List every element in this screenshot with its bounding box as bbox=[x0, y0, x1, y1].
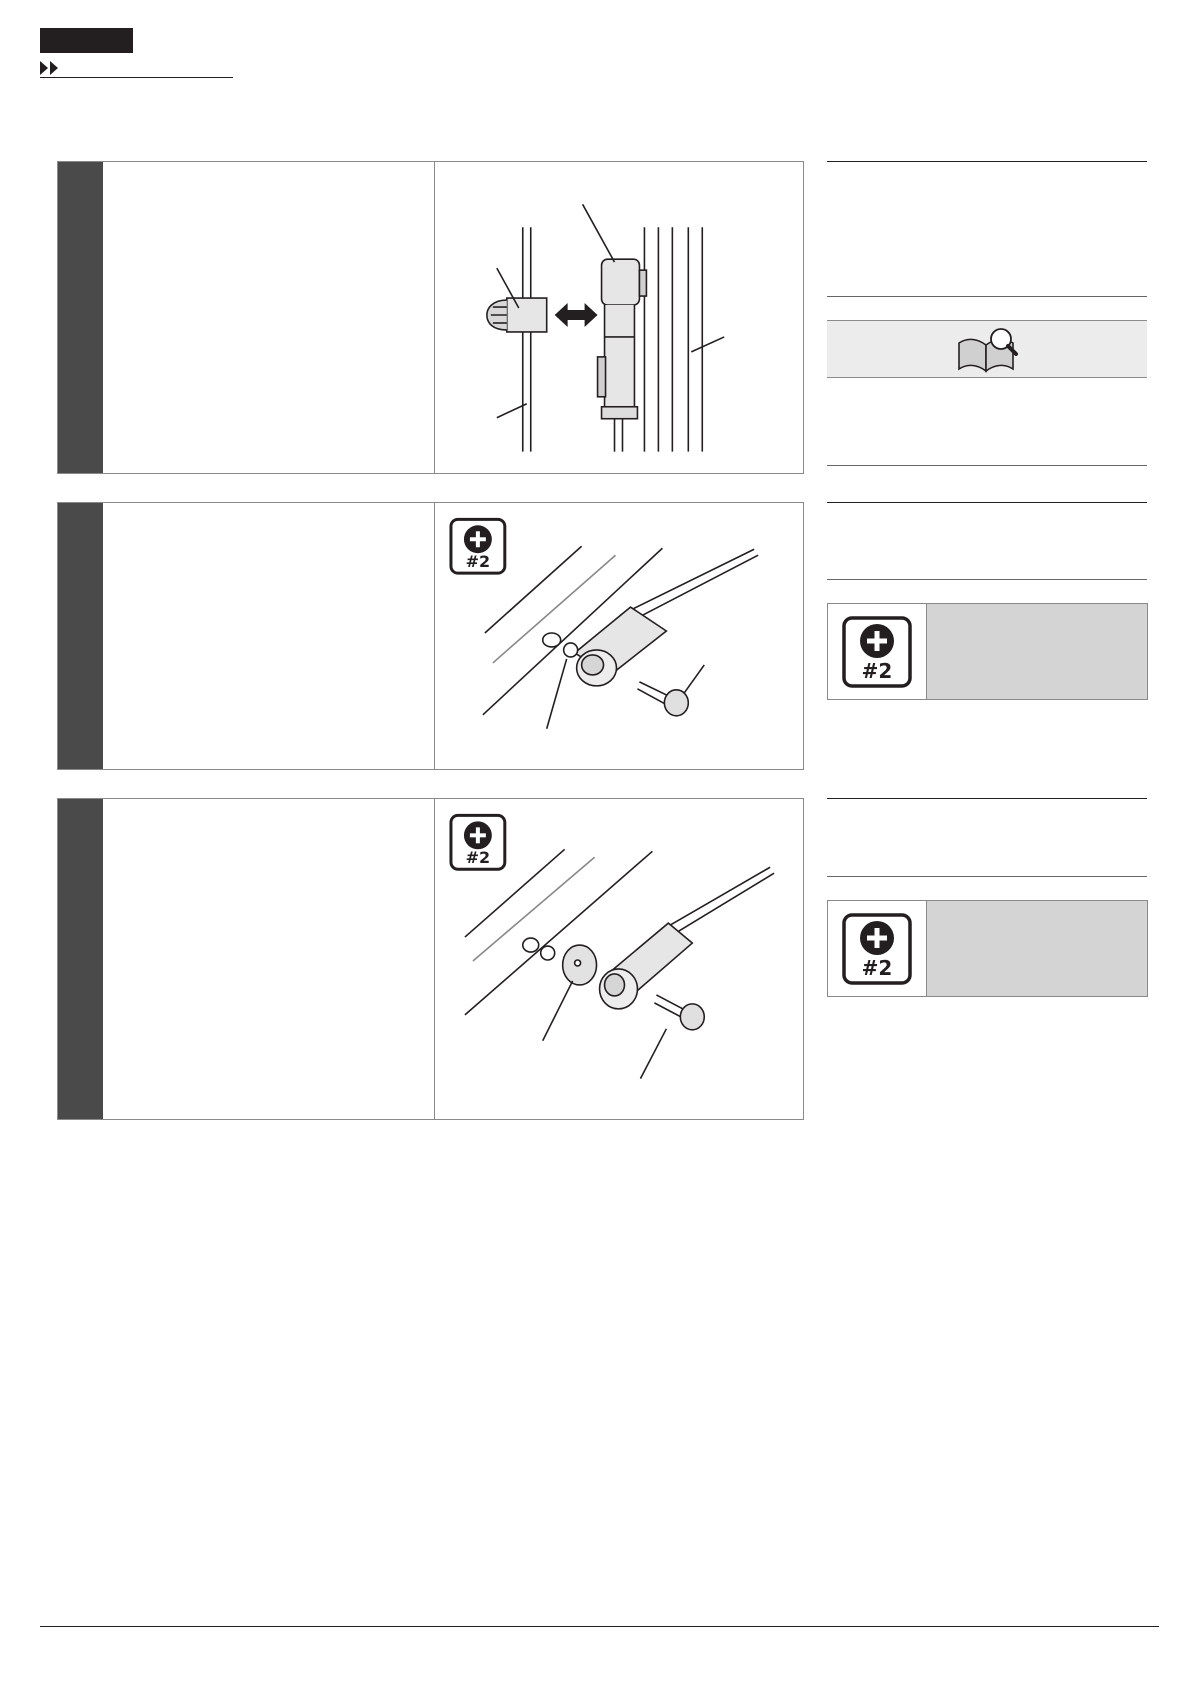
step-panel-1 bbox=[57, 161, 804, 474]
notes-rule bbox=[827, 502, 1147, 503]
sensor-mount-illustration bbox=[483, 546, 758, 729]
open-book-magnifier-icon bbox=[954, 325, 1022, 375]
phillips-screwdriver-icon bbox=[842, 913, 912, 985]
step-illustration bbox=[435, 503, 803, 769]
double-triangle-right-icon bbox=[38, 59, 68, 77]
tool-note-box bbox=[827, 603, 1148, 700]
tool-note-panel bbox=[927, 604, 1147, 699]
step-illustration bbox=[435, 162, 803, 473]
notes-rule bbox=[827, 296, 1147, 297]
tool-size-label: #2 bbox=[861, 956, 893, 980]
connector-removal-illustration bbox=[435, 162, 803, 473]
section-tab bbox=[40, 28, 133, 53]
notes-rule bbox=[827, 798, 1147, 799]
tool-note-panel bbox=[927, 901, 1147, 996]
notes-rule bbox=[827, 465, 1147, 466]
step-illustration bbox=[435, 799, 803, 1119]
phillips-screwdriver-icon bbox=[842, 616, 912, 688]
tool-size-label: #2 bbox=[465, 848, 491, 868]
notes-rule bbox=[827, 876, 1147, 877]
step-number-bar bbox=[58, 162, 103, 473]
step-panel-2 bbox=[57, 502, 804, 770]
phillips-screwdriver-icon bbox=[451, 519, 505, 573]
step-number-bar bbox=[58, 799, 103, 1119]
header-rule bbox=[40, 77, 233, 78]
footer-rule bbox=[40, 1626, 1159, 1627]
spacer-mount-illustration bbox=[465, 849, 774, 1078]
notes-rule bbox=[827, 161, 1147, 162]
notes-rule bbox=[827, 579, 1147, 580]
tool-size-label: #2 bbox=[861, 659, 893, 683]
step-panel-3 bbox=[57, 798, 804, 1120]
step-number-bar bbox=[58, 503, 103, 769]
reference-box bbox=[827, 320, 1147, 378]
phillips-screwdriver-icon bbox=[451, 815, 505, 869]
tool-size-label: #2 bbox=[465, 552, 491, 572]
tool-note-box bbox=[827, 900, 1148, 997]
